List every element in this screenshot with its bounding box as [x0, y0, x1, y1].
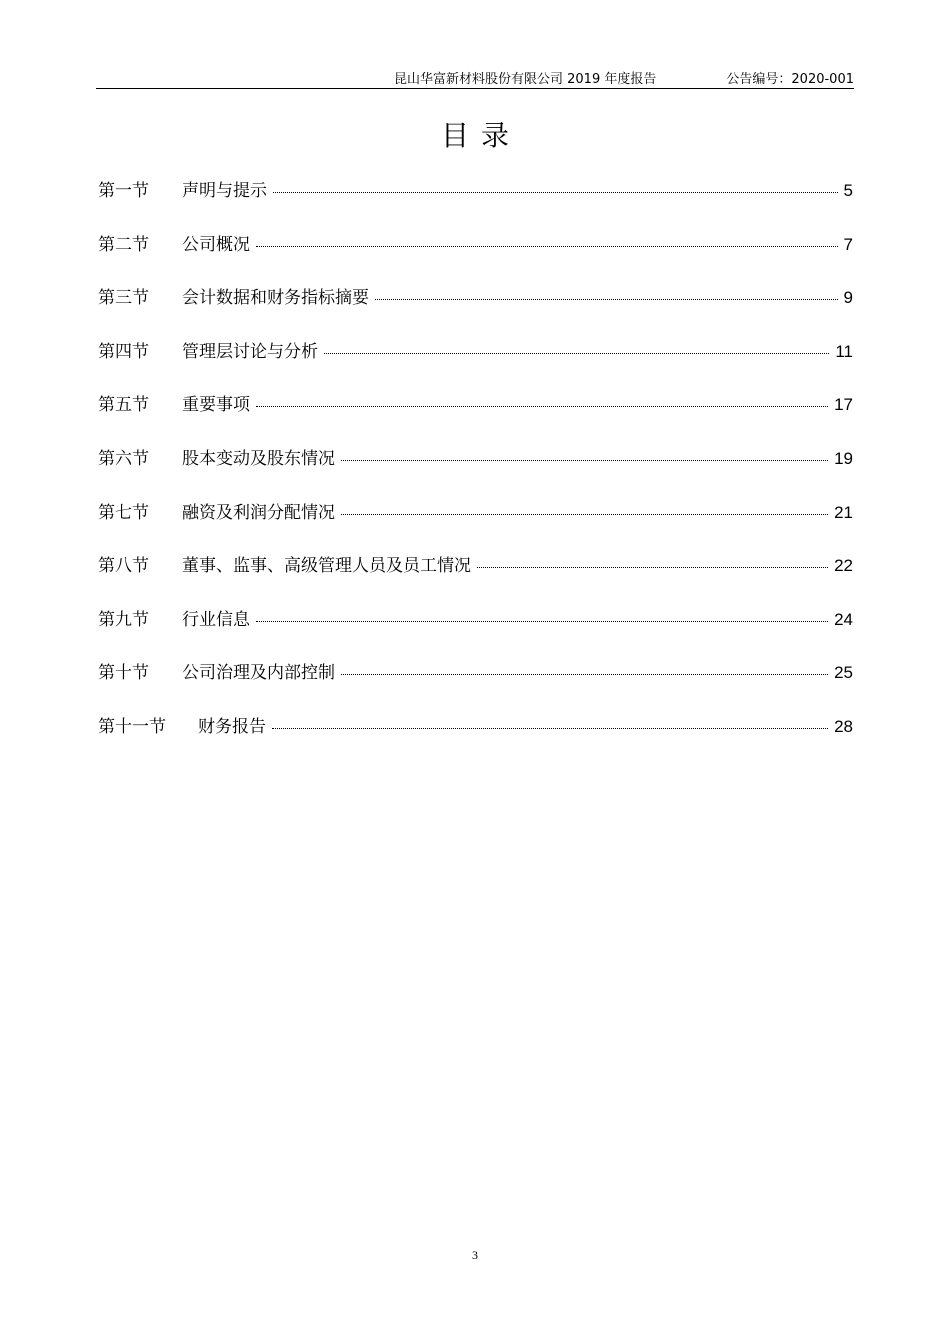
- toc-entry[interactable]: [98, 337, 853, 391]
- toc-section: 第十节: [98, 663, 149, 684]
- toc-entry[interactable]: [98, 390, 853, 444]
- toc-page: 5: [843, 181, 853, 200]
- toc-title: 股本变动及股东情况: [182, 448, 335, 469]
- toc-entry[interactable]: [98, 712, 853, 766]
- toc-page: 28: [834, 716, 853, 736]
- table-of-contents: [98, 176, 853, 766]
- page-title: 目录: [440, 119, 521, 152]
- toc-title: 重要事项: [182, 395, 250, 416]
- toc-page: 11: [835, 341, 853, 361]
- toc-page: 7: [843, 234, 853, 254]
- toc-leader: [256, 246, 838, 247]
- toc-title: 行业信息: [182, 609, 250, 630]
- toc-page: 24: [834, 609, 853, 629]
- toc-page: 21: [834, 502, 853, 522]
- toc-leader: [324, 353, 829, 354]
- toc-section: 第五节: [98, 395, 149, 416]
- toc-entry[interactable]: [98, 444, 853, 498]
- toc-entry[interactable]: [98, 551, 853, 605]
- toc-leader: [256, 621, 828, 622]
- toc-title: 公司治理及内部控制: [182, 663, 335, 684]
- toc-page: 9: [843, 288, 853, 308]
- toc-leader: [375, 299, 838, 300]
- toc-leader: [256, 406, 828, 407]
- toc-entry[interactable]: [98, 658, 853, 712]
- header-announcement-code: 公告编号：2020-001: [726, 72, 854, 87]
- toc-title: 管理层讨论与分析: [182, 341, 318, 362]
- toc-entry[interactable]: [98, 498, 853, 552]
- toc-entry[interactable]: [98, 176, 853, 230]
- toc-section: 第七节: [98, 502, 149, 523]
- toc-section: 第八节: [98, 556, 149, 577]
- toc-title: 会计数据和财务指标摘要: [182, 288, 369, 309]
- toc-entry[interactable]: [98, 605, 853, 659]
- toc-leader: [272, 728, 828, 729]
- toc-title: 声明与提示: [182, 181, 267, 201]
- toc-leader: [341, 514, 828, 515]
- toc-section: 第一节: [98, 181, 149, 201]
- toc-leader: [341, 674, 828, 675]
- page-header: [96, 66, 854, 89]
- toc-title: 财务报告: [198, 716, 266, 737]
- toc-section: 第四节: [98, 341, 149, 362]
- toc-leader: [273, 192, 838, 193]
- toc-entry[interactable]: [98, 283, 853, 337]
- toc-leader: [341, 460, 828, 461]
- toc-title: 融资及利润分配情况: [182, 502, 335, 523]
- toc-page: 25: [834, 663, 853, 683]
- header-company-report: 昆山华富新材料股份有限公司 2019 年度报告: [394, 72, 657, 87]
- toc-section: 第二节: [98, 234, 149, 255]
- toc-section: 第三节: [98, 288, 149, 309]
- toc-section: 第九节: [98, 609, 149, 630]
- toc-page: 17: [834, 395, 853, 415]
- toc-leader: [477, 567, 828, 568]
- toc-page: 22: [834, 556, 853, 576]
- toc-page: 19: [834, 448, 853, 468]
- toc-entry[interactable]: [98, 230, 853, 284]
- toc-title: 公司概况: [182, 234, 250, 255]
- page-number: 3: [472, 1248, 478, 1262]
- toc-section: 第六节: [98, 448, 149, 469]
- toc-title: 董事、监事、高级管理人员及员工情况: [182, 556, 471, 577]
- toc-section: 第十一节: [98, 716, 166, 737]
